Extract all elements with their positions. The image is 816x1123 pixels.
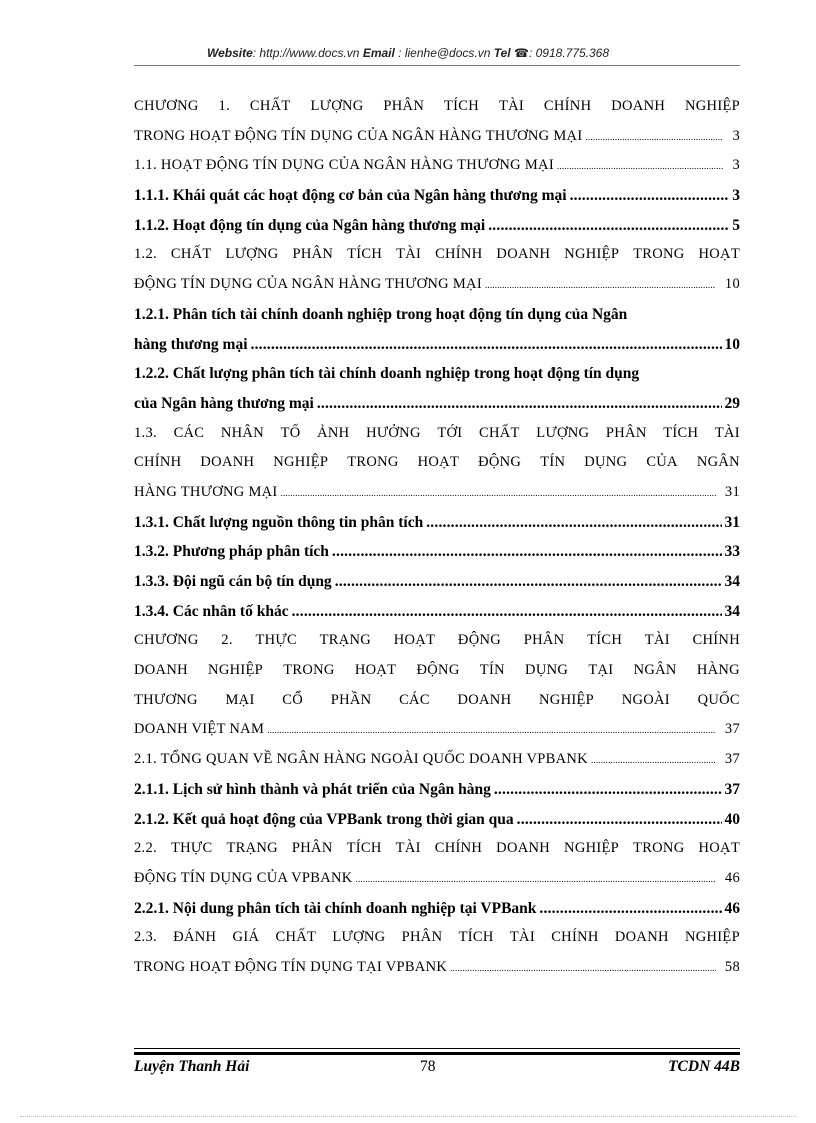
toc-word: TRẠNG	[319, 632, 372, 649]
toc-page-number: 10	[724, 276, 740, 293]
toc-line[interactable]	[134, 389, 740, 419]
toc-word: TÍCH	[444, 98, 480, 114]
toc-line[interactable]	[134, 330, 740, 360]
toc-word: ĐỘNG	[457, 632, 502, 649]
footer-divider-thick	[134, 1052, 740, 1055]
toc-word: CHẤT	[479, 424, 520, 441]
phone-icon: ☎	[514, 46, 529, 60]
toc-text: 2.2.1. Nội dung phân tích tài chính doanh nghiệp tại VPBank	[134, 899, 537, 917]
toc-page-number: 37	[724, 751, 740, 768]
toc-page-number: 58	[724, 958, 740, 975]
toc-page-number: 40	[724, 810, 740, 828]
toc-text: 1.3.1. Chất lượng nguồn thông tin phân tích	[134, 513, 424, 531]
email-label: Email	[362, 46, 395, 60]
toc-line	[134, 300, 740, 330]
toc-page-number: 31	[724, 483, 740, 500]
toc-page-number: 3	[732, 157, 740, 174]
toc-page-number: 10	[724, 335, 740, 353]
toc-word: PHÂN	[291, 840, 333, 857]
toc-word: HOẠT	[417, 454, 460, 471]
toc-line[interactable]	[134, 508, 740, 538]
header-divider	[134, 65, 740, 66]
toc-text: ĐỘNG TÍN DỤNG CỦA NGÂN HÀNG THƯƠNG MẠI	[134, 276, 482, 293]
footer-class-code: TCDN 44B	[668, 1058, 740, 1075]
page-header	[0, 46, 816, 60]
leader-dots	[591, 745, 716, 775]
toc-word: TÍCH	[347, 246, 383, 263]
toc-line	[134, 626, 740, 656]
toc-word: 1.2.	[134, 246, 157, 263]
toc-word: TÍCH	[587, 632, 623, 649]
toc-text: của Ngân hàng thương mại	[134, 394, 314, 412]
toc-page-number: 31	[724, 513, 740, 531]
toc-word: CHÍNH	[551, 929, 599, 946]
toc-word: CHẤT	[249, 98, 291, 114]
toc-word: THỰC	[170, 840, 213, 857]
toc-word: DOANH	[200, 454, 255, 471]
toc-word: TÀI	[498, 98, 525, 114]
toc-word: CHẤT	[170, 246, 212, 263]
toc-line	[134, 686, 740, 716]
toc-line	[134, 92, 740, 122]
toc-text: 1.2.1. Phân tích tài chính doanh nghiệp trong hoạt động tín dụng của Ngân	[134, 305, 628, 323]
website-label: Website	[206, 46, 253, 60]
toc-line[interactable]	[134, 597, 740, 627]
toc-word: PHÂN	[523, 632, 565, 649]
toc-word: LƯỢNG	[332, 929, 386, 946]
tel-label: Tel	[493, 46, 511, 60]
toc-word: GIÁ	[232, 929, 260, 946]
toc-word: CỦA	[646, 454, 678, 471]
toc-word: TÀI	[395, 840, 421, 857]
toc-word: DỤNG	[525, 662, 569, 679]
toc-word: HOẠT	[393, 632, 436, 649]
footer-page-number: 78	[420, 1058, 436, 1075]
toc-line[interactable]	[134, 745, 740, 775]
toc-word: NGHIỆP	[564, 246, 620, 263]
toc-word: THỰC	[255, 632, 297, 649]
toc-text: HÀNG THƯƠNG MẠI	[134, 483, 278, 500]
toc-word: NGHIỆP	[539, 691, 594, 708]
toc-word: NGÂN	[633, 662, 677, 679]
toc-word: DỤNG	[584, 454, 628, 471]
tel-value: : 0918.775.368	[528, 46, 610, 60]
toc-line[interactable]	[134, 181, 740, 211]
leader-dots	[426, 508, 721, 538]
toc-page-number: 3	[732, 127, 740, 144]
toc-word: ẢNH	[317, 424, 350, 441]
toc-word: CHÍNH	[435, 246, 483, 263]
toc-line	[134, 923, 740, 953]
toc-page-number: 34	[724, 573, 740, 590]
toc-word: DOANH	[614, 929, 669, 946]
leader-dots	[251, 330, 722, 360]
toc-line	[134, 448, 740, 478]
toc-word: CHẤT	[275, 929, 317, 946]
toc-word: ĐỘNG	[416, 662, 460, 679]
toc-line	[134, 240, 740, 270]
toc-word: MẠI	[225, 691, 255, 708]
leader-dots	[317, 389, 722, 419]
toc-word: PHẦN	[330, 691, 372, 708]
toc-line[interactable]	[134, 953, 740, 983]
toc-word: DOANH	[457, 691, 512, 708]
toc-word: CỔ	[282, 691, 304, 708]
leader-dots	[585, 122, 723, 152]
toc-line	[134, 656, 740, 686]
toc-word: CHÍNH	[134, 454, 182, 471]
toc-line[interactable]	[134, 537, 740, 567]
leader-dots	[557, 151, 723, 181]
toc-text: ĐỘNG TÍN DỤNG CỦA VPBANK	[134, 869, 353, 886]
toc-word: NHÂN	[220, 424, 264, 441]
toc-word: CÁC	[173, 424, 205, 441]
toc-word: 1.3.	[134, 424, 157, 441]
toc-line[interactable]	[134, 805, 740, 835]
toc-text: 1.3.2. Phương pháp phân tích	[134, 543, 329, 561]
leader-dots	[494, 775, 722, 805]
toc-word: PHÂN	[292, 246, 334, 263]
website-value[interactable]: : http://www.docs.vn	[252, 46, 360, 60]
leader-dots	[539, 894, 721, 924]
page-bottom-border	[20, 1116, 796, 1117]
toc-page-number: 34	[724, 602, 740, 620]
toc-word: CÁC	[399, 691, 430, 708]
toc-line[interactable]	[134, 211, 740, 241]
leader-dots	[281, 478, 716, 508]
toc-word: TÀI	[644, 632, 670, 649]
toc-text: TRONG HOẠT ĐỘNG TÍN DỤNG TẠI VPBANK	[134, 958, 448, 975]
toc-text: TRONG HOẠT ĐỘNG TÍN DỤNG CỦA NGÂN HÀNG THƯƠNG MẠI	[134, 127, 583, 144]
toc-word: HÀNG	[696, 662, 740, 679]
leader-dots	[488, 211, 729, 241]
toc-word: TÀI	[396, 246, 422, 263]
footer-divider	[134, 1048, 740, 1049]
toc-word: NGHIỆP	[685, 98, 740, 114]
toc-word: TÍN	[540, 454, 566, 471]
toc-text: DOANH VIỆT NAM	[134, 721, 265, 738]
toc-word: NGHIỆP	[273, 454, 329, 471]
toc-word: ĐỘNG	[478, 454, 522, 471]
toc-word: NGHIỆP	[564, 840, 620, 857]
toc-line[interactable]	[134, 151, 740, 181]
toc-word: HƯỞNG	[366, 424, 421, 441]
toc-word: PHÂN	[605, 424, 647, 441]
leader-dots	[485, 270, 716, 300]
toc-line[interactable]	[134, 864, 740, 894]
toc-word: 1.	[218, 98, 230, 114]
toc-word: CHÍNH	[434, 840, 483, 857]
toc-word: NGHIỆP	[208, 662, 264, 679]
toc-word: TÍCH	[346, 840, 382, 857]
toc-word: CHƯƠNG	[134, 98, 199, 114]
toc-page-number: 29	[724, 394, 740, 412]
toc-word: HOẠT	[354, 662, 397, 679]
toc-word: TRONG	[347, 454, 399, 471]
toc-text: hàng thương mại	[134, 335, 248, 353]
toc-text: 1.3.4. Các nhân tố khác	[134, 602, 289, 620]
toc-text: 2.1.2. Kết quả hoạt động của VPBank trong thời gian qua	[134, 810, 514, 828]
toc-word: TÀI	[714, 424, 740, 441]
toc-word: 2.3.	[134, 929, 157, 946]
toc-text: 1.1. HOẠT ĐỘNG TÍN DỤNG CỦA NGÂN HÀNG THƯƠNG MẠI	[134, 157, 554, 174]
toc-word: 2.	[221, 632, 233, 649]
toc-text: 2.1.1. Lịch sử hình thành và phát triển của Ngân hàng	[134, 780, 491, 798]
toc-word: PHÂN	[383, 98, 425, 114]
toc-line[interactable]	[134, 122, 740, 152]
leader-dots	[570, 181, 730, 211]
toc-word: DOANH	[496, 840, 551, 857]
toc-word: CHÍNH	[692, 632, 740, 649]
toc-word: LƯỢNG	[310, 98, 364, 114]
toc-text: 2.1. TỔNG QUAN VỀ NGÂN HÀNG NGOÀI QUỐC DOANH VPBANK	[134, 751, 588, 768]
leader-dots	[292, 597, 722, 627]
toc-text: 1.3.3. Đội ngũ cán bộ tín dụng	[134, 573, 332, 590]
toc-word: PHÂN	[401, 929, 443, 946]
toc-word: DOANH	[611, 98, 666, 114]
toc-word: NGHIỆP	[684, 929, 740, 946]
toc-line[interactable]	[134, 478, 740, 508]
toc-word: NGOÀI	[621, 691, 670, 708]
toc-line[interactable]	[134, 715, 740, 745]
toc-word: HOẠT	[698, 246, 740, 263]
toc-word: TẠI	[588, 662, 614, 679]
toc-word: THƯƠNG	[134, 691, 198, 708]
toc-word: TỐ	[280, 424, 301, 441]
toc-word: QUỐC	[697, 691, 740, 708]
toc-word: TÍCH	[458, 929, 494, 946]
toc-word: 2.2.	[134, 840, 157, 857]
toc-page-number: 33	[724, 543, 740, 561]
toc-text: 1.2.2. Chất lượng phân tích tài chính doanh nghiệp trong hoạt động tín dụng	[134, 365, 640, 383]
toc-word: TRONG	[633, 246, 685, 263]
footer-author: Luyện Thanh Hải	[134, 1058, 250, 1075]
toc-word: NGÂN	[696, 454, 740, 471]
leader-dots	[450, 953, 716, 983]
leader-dots	[517, 805, 722, 835]
toc-line	[134, 834, 740, 864]
toc-text: 1.1.1. Khái quát các hoạt động cơ bản của Ngân hàng thương mại	[134, 187, 567, 205]
table-of-contents	[134, 92, 740, 983]
toc-word: TÀI	[509, 929, 535, 946]
toc-word: TRẠNG	[226, 840, 278, 857]
email-value[interactable]: : lienhe@docs.vn	[398, 46, 491, 60]
toc-word: DOANH	[134, 662, 188, 679]
toc-line[interactable]	[134, 775, 740, 805]
leader-dots	[332, 537, 722, 567]
toc-word: TỚI	[437, 424, 463, 441]
toc-page-number: 37	[724, 780, 740, 798]
toc-page-number: 46	[724, 869, 740, 886]
toc-text: 1.1.2. Hoạt động tín dụng của Ngân hàng thương mại	[134, 216, 486, 234]
toc-line	[134, 359, 740, 389]
toc-page-number: 46	[724, 899, 740, 917]
toc-page-number: 37	[724, 721, 740, 738]
toc-word: TÍN	[479, 662, 505, 679]
toc-word: TÍCH	[663, 424, 699, 441]
toc-word: ĐÁNH	[173, 929, 217, 946]
toc-word: CHÍNH	[543, 98, 592, 114]
toc-word: DOANH	[496, 246, 551, 263]
toc-page-number: 3	[732, 187, 740, 205]
toc-word: LƯỢNG	[225, 246, 279, 263]
toc-word: TRONG	[283, 662, 335, 679]
toc-word: TRONG	[633, 840, 685, 857]
toc-line[interactable]	[134, 567, 740, 597]
toc-line[interactable]	[134, 894, 740, 924]
leader-dots	[335, 567, 722, 597]
toc-page-number: 5	[732, 216, 740, 234]
toc-line	[134, 419, 740, 449]
toc-line[interactable]	[134, 270, 740, 300]
leader-dots	[267, 715, 716, 745]
toc-word: LƯỢNG	[536, 424, 590, 441]
page-footer	[134, 1058, 740, 1078]
leader-dots	[356, 864, 716, 894]
toc-word: CHƯƠNG	[134, 632, 199, 649]
toc-word: HOẠT	[698, 840, 740, 857]
